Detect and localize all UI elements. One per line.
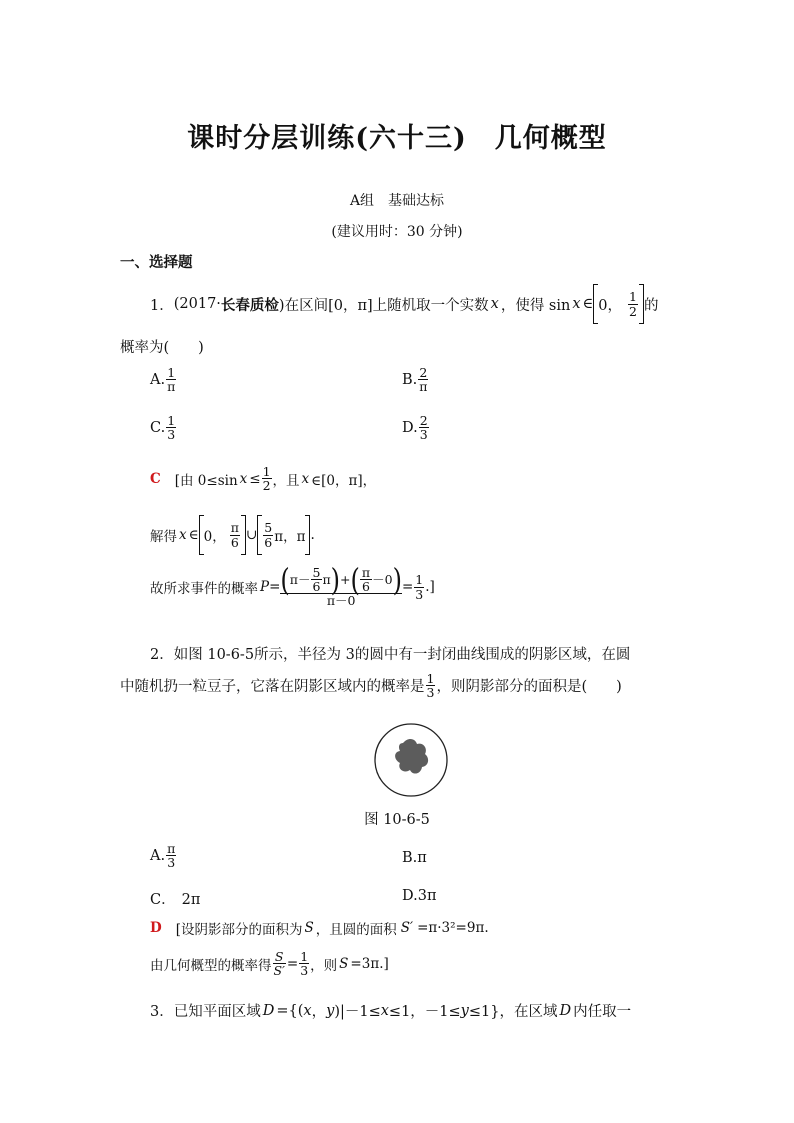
q1-number: 1． xyxy=(150,297,174,314)
q1-stem-a: )在区间[0，π]上随机取一个实数 xyxy=(278,297,489,314)
q2-stem-line2: 中随机扔一粒豆子，它落在阴影区域内的概率是 $\frac{1}{3}$ ，则阴影部分的面积是( ) xyxy=(120,671,622,701)
q1-stem-d: 的 xyxy=(643,297,659,314)
q1-interval-start: 0， xyxy=(598,297,623,314)
q1-stem-c: ∈ xyxy=(582,296,594,312)
figure-caption: 图 10-6-5 xyxy=(364,812,430,828)
q1-solution-line1: C [由 0≤sin x ≤ $\frac{1}{2}$ ，且 x ∈[0，π]， xyxy=(150,464,377,494)
q2-option-b: B.π xyxy=(402,850,427,866)
q2-number: 2． xyxy=(150,647,174,663)
q2-stem-line1: 2．如图 10-6-5所示，半径为 3的圆中有一封闭曲线围成的阴影区域，在圆 xyxy=(150,647,631,663)
q1-option-b: B. $\frac{2}{\pi}$ xyxy=(402,365,428,395)
q1-solution-line2: 解得 x ∈ 0， $\frac{\pi}{6}$ ∪ $\frac{5}{6}$ π，π . xyxy=(150,515,315,555)
q2-option-c: C． 2π xyxy=(150,892,201,908)
q1-half-num: 1 xyxy=(629,289,637,305)
section-heading: 一、选择题 xyxy=(120,254,193,271)
q1-option-d: D. $\frac{2}{3}$ xyxy=(402,413,428,443)
q2-answer: D xyxy=(150,920,162,936)
q1-stem-b: ，使得 sin xyxy=(500,297,571,314)
q1-option-a: A. $\frac{1}{\pi}$ xyxy=(150,365,176,395)
q1-stem-line2: 概率为( ) xyxy=(120,340,204,356)
q2-option-a: A. $\frac{\pi}{3}$ xyxy=(150,841,176,871)
q2-solution-line1: D [设阴影部分的面积为 S ，且圆的面积 S′ =π·3²=9π. xyxy=(150,920,489,938)
q1-solution-line3: 故所求事件的概率 P = ( π－ $\frac{5}{6}$ π ) + ( $\frac{\pi}{6}$ －0 ) π－0 = $\frac{1}{3}$ .] xyxy=(150,561,435,609)
q1-source-open: (2017· xyxy=(173,296,221,312)
page-title: 课时分层训练(六十三) 几何概型 xyxy=(187,123,607,154)
q1-half-den: 2 xyxy=(629,303,637,319)
q1-option-c: C. $\frac{1}{3}$ xyxy=(150,413,176,443)
time-hint: (建议用时：30 分钟) xyxy=(331,224,463,240)
q2-solution-line2: 由几何概型的概率得 $\frac{S}{S'}$ = $\frac{1}{3}$ ，则 S =3π.] xyxy=(150,949,389,979)
q3-number: 3． xyxy=(150,1004,174,1020)
group-heading: A组 基础达标 xyxy=(349,193,445,209)
q3-stem: 3． 已知平面区域 D ={( x ， y )|－1≤ x ≤1，－1≤ y ≤1}，在区域 D 内任取一 xyxy=(150,1000,631,1021)
q2-option-d: D.3π xyxy=(402,888,437,904)
q1-stem: 1． (2017· 长春质检 )在区间[0，π]上随机取一个实数 x ，使得 sin x ∈ 0， $\frac{1}{2}$ 的 xyxy=(150,284,658,324)
q1-source: 长春质检 xyxy=(220,296,279,314)
q1-answer: C xyxy=(150,470,161,487)
figure-circle-with-shaded-region xyxy=(373,722,449,798)
